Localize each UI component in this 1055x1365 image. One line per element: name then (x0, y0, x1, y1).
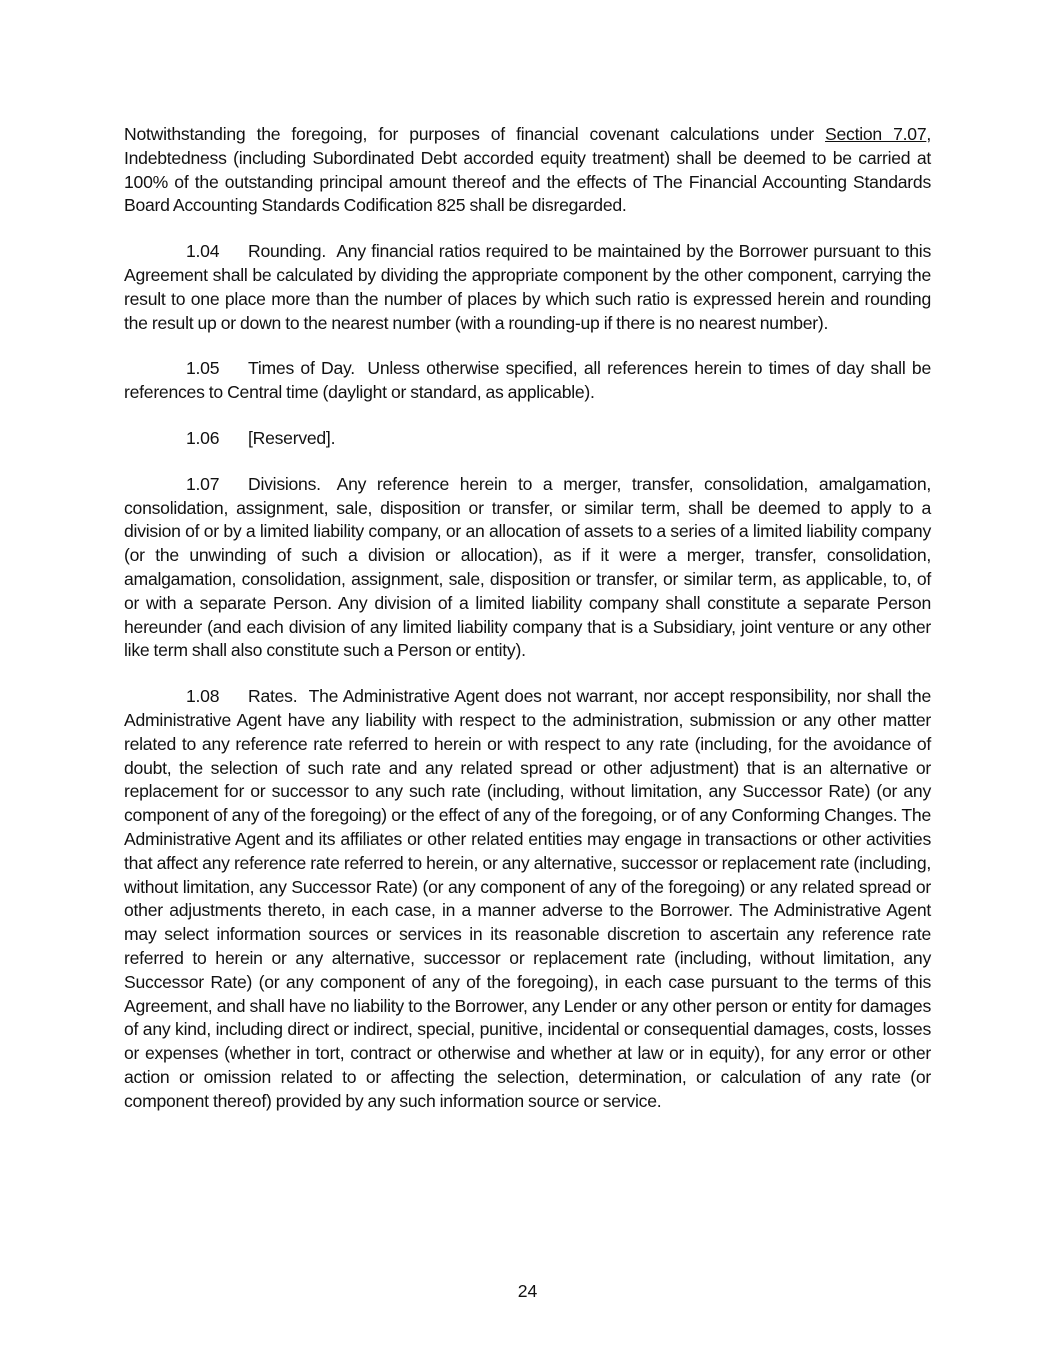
section-heading: Rates. (248, 686, 298, 707)
section-1-04 (124, 240, 931, 335)
document-body (124, 123, 931, 1135)
intro-text-before: Notwithstanding the foregoing, for purposes of financial covenant calculations under (124, 124, 826, 144)
section-1-07 (124, 473, 931, 663)
section-reference-link: Section 7.07 (825, 124, 927, 144)
section-1-06 (124, 427, 931, 451)
section-text: The Administrative Agent does not warrant, nor accept responsibility, nor shall the Administrative Agent have any liability with respect to the administration, submission or any other matter related to any reference rate referred to herein or with respect to any rate (including, for the avoidance of doubt, the selection of such rate and any related spread or other adjustment) that is an alternative or replacement for or successor to any such rate (including, without limitation, any Successor Rate) (or any component of any of the foregoing) or the effect of any of the foregoing, or of any Conforming Changes. The Administrative Agent and its affiliates or other related entities may engage in transactions or other activities that affect any reference rate referred to herein, or any alternative, successor or replacement rate (including, without limitation, any Successor Rate) (or any component of any of the foregoing) or any related spread or other adjustments thereto, in each case, in a manner adverse to the Borrower. The Administrative Agent may select information sources or services in its reasonable discretion to ascertain any reference rate referred to herein or any alternative, successor or replacement rate (including, without limitation, any Successor Rate) (or any component of any of the foregoing), in each case pursuant to the terms of this Agreement, and shall have no liability to the Borrower, any Lender or any other person or entity for damages of any kind, including direct or indirect, special, punitive, incidental or consequential damages, costs, losses or expenses (whether in tort, contract or otherwise and whether at law or in equity), for any error or other action or omission related to or affecting the selection, determination, or calculation of any rate (or component thereof) provided by any such information source or service. (124, 686, 931, 1111)
section-text: Unless otherwise specified, all references herein to times of day shall be references to Central time (daylight or standard, as applicable). (124, 358, 932, 403)
section-heading: Divisions. (248, 473, 321, 494)
page-number: 24 (517, 1281, 538, 1301)
section-number: 1.07 (186, 473, 220, 494)
section-number: 1.06 (186, 427, 220, 448)
section-number: 1.05 (186, 358, 220, 379)
intro-text-after: , Indebtedness (including Subordinated Debt accorded equity treatment) shall be deemed to be carried at 100% of the outstanding principal amount thereof and the effects of The Financial Accounting Standards Board Accounting Standards Codification 825 shall be disregarded. (124, 124, 931, 216)
section-1-05 (124, 357, 931, 405)
section-heading: [Reserved]. (248, 427, 336, 448)
section-text: Any reference herein to a merger, transfer, consolidation, amalgamation, consolidation, assignment, sale, disposition or transfer, or similar term, shall be deemed to apply to a division of or by a limited liability company, or an allocation of assets to a series of a limited liability company (or the unwinding of such a division or allocation), as if it were a merger, transfer, consolidation, amalgamation, consolidation, assignment, sale, disposition or transfer, or similar term, as applicable, to, of or with a separate Person. Any division of a limited liability company shall constitute a separate Person hereunder (and each division of any limited liability company that is a Subsidiary, joint venture or any other like term shall also constitute such a Person or entity). (124, 473, 931, 661)
intro-paragraph (124, 123, 931, 218)
section-number: 1.04 (186, 241, 220, 262)
section-heading: Rounding. (248, 241, 326, 262)
section-number: 1.08 (186, 686, 220, 707)
section-1-08 (124, 685, 931, 1113)
section-text: Any financial ratios required to be maintained by the Borrower pursuant to this Agreement shall be calculated by dividing the appropriate component by the other component, carrying the result to one place more than the number of places by which such ratio is expressed herein and rounding the result up or down to the nearest number (with a rounding-up if there is no nearest number). (124, 241, 931, 333)
section-heading: Times of Day. (248, 358, 355, 379)
